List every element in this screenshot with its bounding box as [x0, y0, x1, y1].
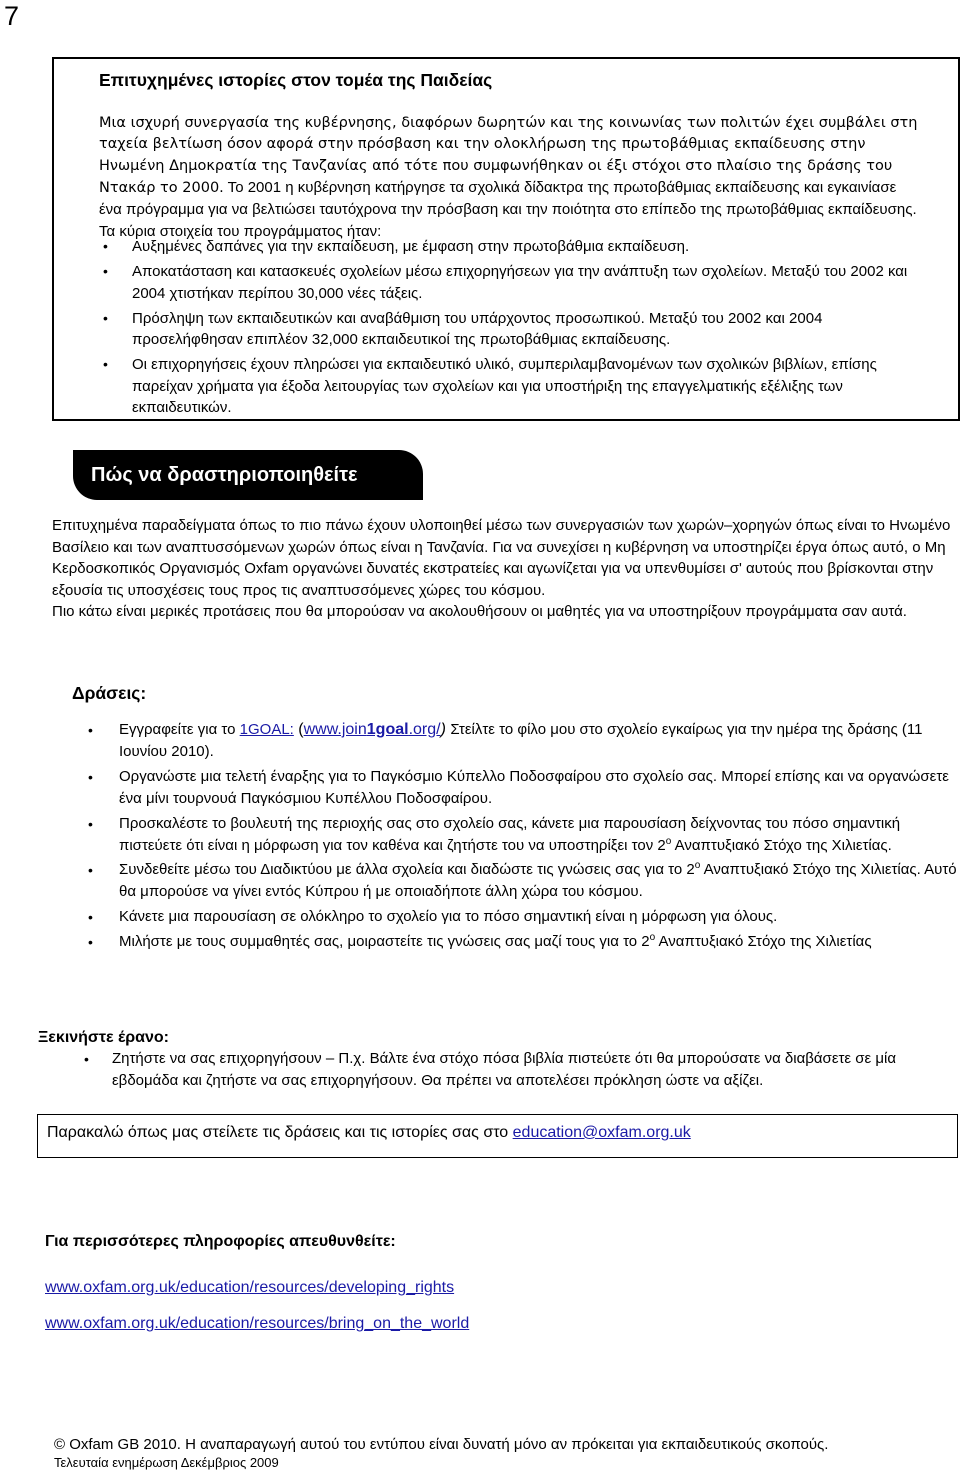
how-to-act-para2: Πιο κάτω είναι μερικές προτάσεις που θα μπορούσαν να ακολουθήσουν οι μαθητές για να υποστηρίξουν προγράμματα σαν αυτά.: [52, 603, 907, 620]
join1goal-url-a: www.join: [303, 721, 367, 738]
more-info-heading: Για περισσότερες πληροφορίες απευθυνθείτε:: [45, 1233, 396, 1250]
page-number: 7: [4, 1, 20, 31]
success-story-intro-a: Μια ισχυρή συνεργασία της κυβέρνησης, διαφόρων δωρητών και της κοινωνίας των πολιτών έχει συμβάλει στη ταχεία βελτίωση όσον αφορά στην πρόσβαση και την ολοκλήρωση της πρωτοβάθμιας εκπαίδευσης στην Ηνωμένη Δημοκρατία της Τανζανίας από τότε που συμφωνήθηκαν οι έξι στόχοι στο πλαίσιο της δράσης του Ντακάρ το 2000.: [99, 115, 918, 196]
action3-text-a: Προσκαλέστε το βουλευτή της περιοχής σας στο σχολείο σας, κάνετε μια παρουσίαση δείχνοντας του πόσο σημαντική πιστεύετε ότι είναι η μόρφωση για τον καθένα και ζητήστε του να υποστηρίξει τον 2: [119, 814, 901, 854]
list-item: • Αυξημένες δαπάνες για την εκπαίδευση, με έμφαση στην πρωτοβάθμια εκπαίδευση.: [99, 236, 929, 257]
list-item: [88, 813, 958, 857]
list-item: • Οργανώστε μια τελετή έναρξης για το Παγκόσμιο Κύπελλο Ποδοσφαίρου στο σχολείο σας. Μπορεί επίσης και να οργανώσετε ένα μίνι τουρνουά Παγκόσμιου Κυπέλλου Ποδοσφαίρου.: [88, 766, 958, 810]
join1goal-url-b: 1goal: [366, 721, 409, 738]
start-project-list: [84, 1048, 954, 1092]
list-item: [88, 719, 958, 763]
actions-list: [88, 719, 958, 956]
action4-sup: ο: [694, 860, 701, 872]
action1-paren-close: ): [440, 721, 451, 738]
action1-prefix: Εγγραφείτε για το: [119, 721, 240, 738]
list-item: • Ζητήστε να σας επιχορηγήσουν – Π.χ. Βάλτε ένα στόχο πόσα βιβλία πιστεύετε ότι θα μπορούσατε να διαβάσετε σε μία εβδομάδα και ζητήστε να σας επιχορηγήσουν. Θα πρέπει να αποτελέσει πρόκληση ώστε να αξίζει.: [84, 1048, 954, 1092]
bring-on-the-world-link[interactable]: www.oxfam.org.uk/education/resources/bring_on_the_world: [45, 1315, 470, 1332]
contact-text: [47, 1122, 691, 1144]
list-item: • Πρόσληψη των εκπαιδευτικών και αναβάθμιση του υπάρχοντος προσωπικού. Μεταξύ του 2002 και 2004 προσελήφθησαν επιπλέον 32,000 εκπαιδευτικοί της πρωτοβάθμιας εκπαίδευσης.: [99, 308, 929, 351]
footer-updated: Τελευταία ενημέρωση Δεκέμβριος 2009: [54, 1455, 279, 1470]
contact-email-link[interactable]: education@oxfam.org.uk: [512, 1124, 691, 1141]
join1goal-link[interactable]: [304, 721, 441, 738]
list-item: [88, 859, 958, 903]
list-item: [88, 931, 958, 953]
action1-suffix: Στείλτε το φίλο μου στο σχολείο εγκαίρως για την ημέρα της δράσης (11 Ιουνίου 2010).: [119, 721, 923, 760]
action6-text-b: Αναπτυξιακό Στόχο της Χιλιετίας: [655, 932, 872, 950]
1goal-link[interactable]: 1GOAL:: [239, 721, 294, 738]
how-to-act-para1: Επιτυχημένα παραδείγματα όπως το πιο πάνω έχουν υλοποιηθεί μέσω των συνεργασιών των χωρών–χορηγών όπως είναι το Ηνωμένο Βασίλειο και των αναπτυσσόμενων χωρών όπως είναι η Τανζανία. Για να συνεχίσει η κυβέρνηση να υποστηρίζει έργα όπως αυτό, ο Μη Κερδοσκοπικός Οργανισμός Oxfam οργανώνει δυνατές εκστρατείες και αγωνίζεται για να υπενθυμίσει σ' αυτούς που βρίσκονται στην εξουσία τις υποσχέσεις τους προς τις αναπτυσσόμενες χώρες του κόσμου.: [52, 517, 951, 599]
action3-text-b: Αναπτυξιακό Στόχο της Χιλιετίας.: [671, 836, 892, 854]
action1-paren-open: (: [293, 721, 304, 738]
action6-sup: ο: [649, 931, 656, 943]
action4-text-a: Συνδεθείτε μέσω του Διαδικτύου με άλλα σχολεία και διαδώστε τις γνώσεις σας για το 2: [119, 861, 695, 879]
program-elements-list: [99, 236, 929, 422]
action6-text-a: Μιλήστε με τους συμμαθητές σας, μοιραστείτε τις γνώσεις σας μαζί τους για το 2: [119, 932, 650, 950]
action3-sup: ο: [665, 835, 672, 847]
actions-heading: Δράσεις:: [72, 683, 147, 703]
start-project-heading: Ξεκινήστε έρανο:: [38, 1029, 170, 1046]
how-to-act-heading: Πώς να δραστηριοποιηθείτε: [73, 450, 423, 500]
developing-rights-link[interactable]: www.oxfam.org.uk/education/resources/developing_rights: [45, 1279, 455, 1296]
success-story-title: Επιτυχημένες ιστορίες στον τομέα της Παιδείας: [99, 70, 493, 90]
list-item: • Αποκατάσταση και κατασκευές σχολείων μέσω επιχορηγήσεων για την ανάπτυξη των σχολείων. Μεταξύ του 2002 και 2004 χτιστήκαν περίπου 30,000 νέες τάξεις.: [99, 261, 929, 304]
success-story-intro-b: Το 2001 η κυβέρνηση κατήργησε τα σχολικά δίδακτρα της πρωτοβάθμιας εκπαίδευσης και εγκαινίασε ένα πρόγραμμα για να βελτιώσει ταυτόχρονα την πρόσβαση και την ποιότητα στο επίπεδο της πρωτοβάθμιας εκπαίδευσης. Τα κύρια στοιχεία του προγράμματος ήταν:: [99, 178, 917, 241]
list-item: • Κάνετε μια παρουσίαση σε ολόκληρο το σχολείο για το πόσο σημαντική είναι η μόρφωση για όλους.: [88, 906, 958, 928]
success-story-box: [52, 57, 960, 421]
contact-text-label: Παρακαλώ όπως μας στείλετε τις δράσεις και τις ιστορίες σας στο: [47, 1124, 513, 1141]
list-item: • Οι επιχορηγήσεις έχουν πληρώσει για εκπαιδευτικό υλικό, συμπεριλαμβανομένων των σχολικών βιβλίων, επίσης παρείχαν χρήματα για έξοδα λειτουργίας των σχολείων και για υποστήριξη της επαγγελματικής εξέλιξης των εκπαιδευτικών.: [99, 354, 929, 418]
footer-copyright: © Oxfam GB 2010. Η αναπαραγωγή αυτού του εντύπου είναι δυνατή μόνο αν πρόκειται για εκπαιδευτικούς σκοπούς.: [54, 1436, 829, 1453]
join1goal-url-c: .org/: [408, 721, 441, 738]
action4-text-b: Αναπτυξιακό Στόχο της Χιλιετίας. Αυτό θα μπορούσε να γίνει εντός Κύπρου ή με οποιαδήποτε άλλη χώρα του κόσμου.: [119, 861, 957, 901]
contact-box: [37, 1114, 958, 1158]
how-to-act-text: [52, 515, 952, 623]
success-story-intro: [99, 113, 923, 244]
